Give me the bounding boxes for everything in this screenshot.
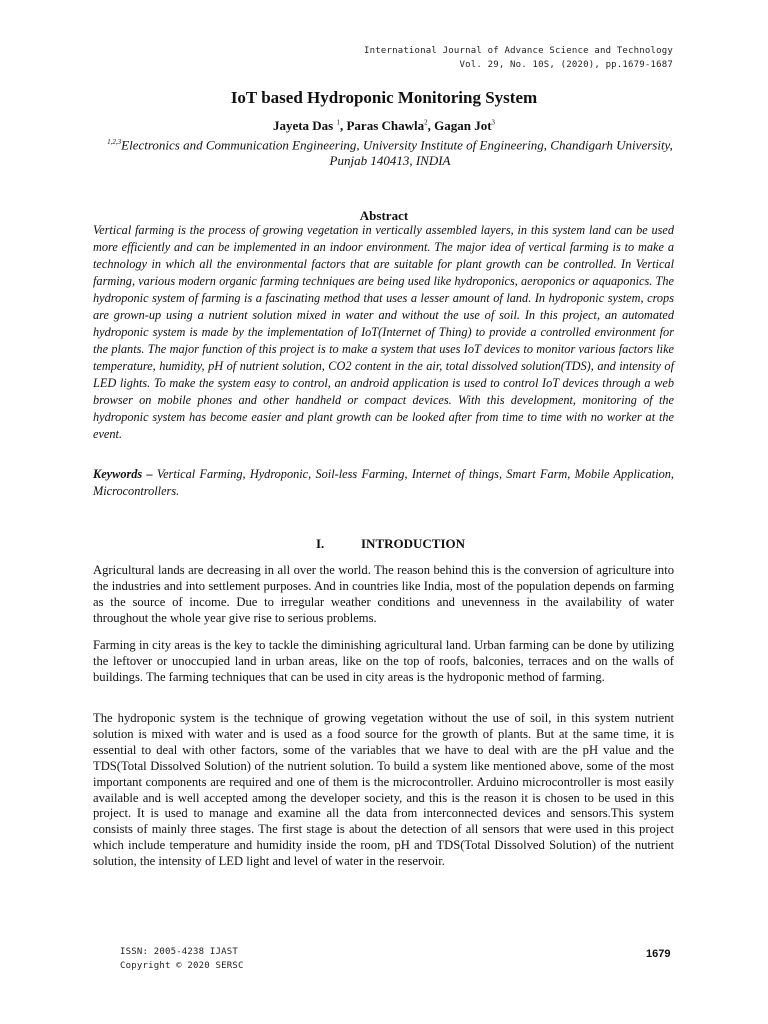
affiliation-sup: 1,2,3 <box>107 138 122 146</box>
keywords-text: Vertical Farming, Hydroponic, Soil-less Farming, Internet of things, Smart Farm, Mobile Application, Microcontrollers. <box>93 467 674 498</box>
author-name: Paras Chawla <box>346 118 425 133</box>
author-list: Jayeta Das $^1$, Paras Chawla$^2$, Gagan Jot$^3$ <box>272 118 496 133</box>
page-number: 1679 <box>646 948 671 960</box>
paper-title: IoT based Hydroponic Monitoring System <box>230 88 538 107</box>
journal-name: International Journal of Advance Science and Technology <box>363 46 673 56</box>
footer-copyright: Copyright © 2020 SERSC <box>120 961 244 971</box>
abstract-text: Vertical farming is the process of growing vegetation in vertically assembled layers, in this system land can be used more efficiently and can be implemented in an indoor environment. The major idea of vertical farming is to make a technology in which all the environmental factors that are suitable for plant growth can be controlled. In Vertical farming, various modern organic farming techniques are being used like hydroponics, aeroponics or aquaponics. The hydroponic system of farming is a fascinating method that uses a lesser amount of land. In hydroponic system, crops are grown-up using a nutrient solution mixed in water and without the use of soil. In this project, an automated hydroponic system is made by the implementation of IoT(Internet of Thing) to provide a controlled environment for the plants. The major function of this project is to make a system that uses IoT devices to monitor various factors like temperature, humidity, pH of nutrient solution, CO2 content in the air, total dissolved solution(TDS), and intensity of LED lights. To make the system easy to control, an android application is used to control IoT devices through a web browser on mobile phones and other handheld or compact devices. With this development, monitoring of the hydroponic system has become easier and plant growth can be looked after from time to time with no worker at the event. <box>93 223 674 441</box>
affiliation-text: Electronics and Communication Engineering, University Institute of Engineering, Chandigarh University, Punjab 140413, INDIA <box>121 137 673 169</box>
footer-issn: ISSN: 2005-4238 IJAST <box>120 947 238 957</box>
section-title: INTRODUCTION <box>361 536 466 551</box>
body-paragraph: Agricultural lands are decreasing in all over the world. The reason behind this is the conversion of agriculture into the industries and into settlement purposes. And in countries like India, most of the population depends on farming as the source of income. Due to irregular weather conditions and unevenness in the availability of water throughout the whole year give rise to serious problems. <box>93 563 674 625</box>
journal-header <box>364 44 673 72</box>
body-paragraph: Farming in city areas is the key to tackle the diminishing agricultural land. Urban farming can be done by utilizing the leftover or unoccupied land in urban areas, like on the top of roofs, balconies, terraces and on the walls of buildings. The farming techniques that can be used in city areas is the hydroponic method of farming. <box>93 638 674 684</box>
author-name: Jayeta Das <box>272 118 334 133</box>
keywords <box>93 466 674 500</box>
page-footer <box>120 945 244 973</box>
author-sup: 2 <box>424 118 428 127</box>
affiliation <box>100 134 680 169</box>
body-paragraph: The hydroponic system is the technique of growing vegetation without the use of soil, in this system nutrient solution is mixed with water and is used as a food source for the growth of plants. But at the same time, it is essential to deal with other factors, some of the variables that we have to deal with are the pH value and the TDS(Total Dissolved Solution) of the nutrient solution. To build a system like mentioned above, some of the most important components are required and one of them is the microcontroller. Arduino microcontroller is most easily available and is well accepted among the developer society, and this is the reason it is chosen to be used in this project. It is used to manage and examine all the data from interconnected devices and sensors.This system consists of mainly three stages. The first stage is about the detection of all sensors that were used in this project which include temperature and humidity inside the room, pH and TDS(Total Dissolved Solution) of the nutrient solution, the intensity of LED light and level of water in the reservoir. <box>93 711 674 869</box>
section-number: I. <box>316 536 325 551</box>
journal-volume: Vol. 29, No. 10S, (2020), pp.1679-1687 <box>459 60 673 70</box>
author-name: Gagan Jot <box>434 118 492 133</box>
author-sup: 1 <box>336 118 340 127</box>
author-sup: 3 <box>491 118 496 127</box>
keywords-label: Keywords – <box>93 467 153 481</box>
abstract-heading: Abstract <box>359 208 409 223</box>
